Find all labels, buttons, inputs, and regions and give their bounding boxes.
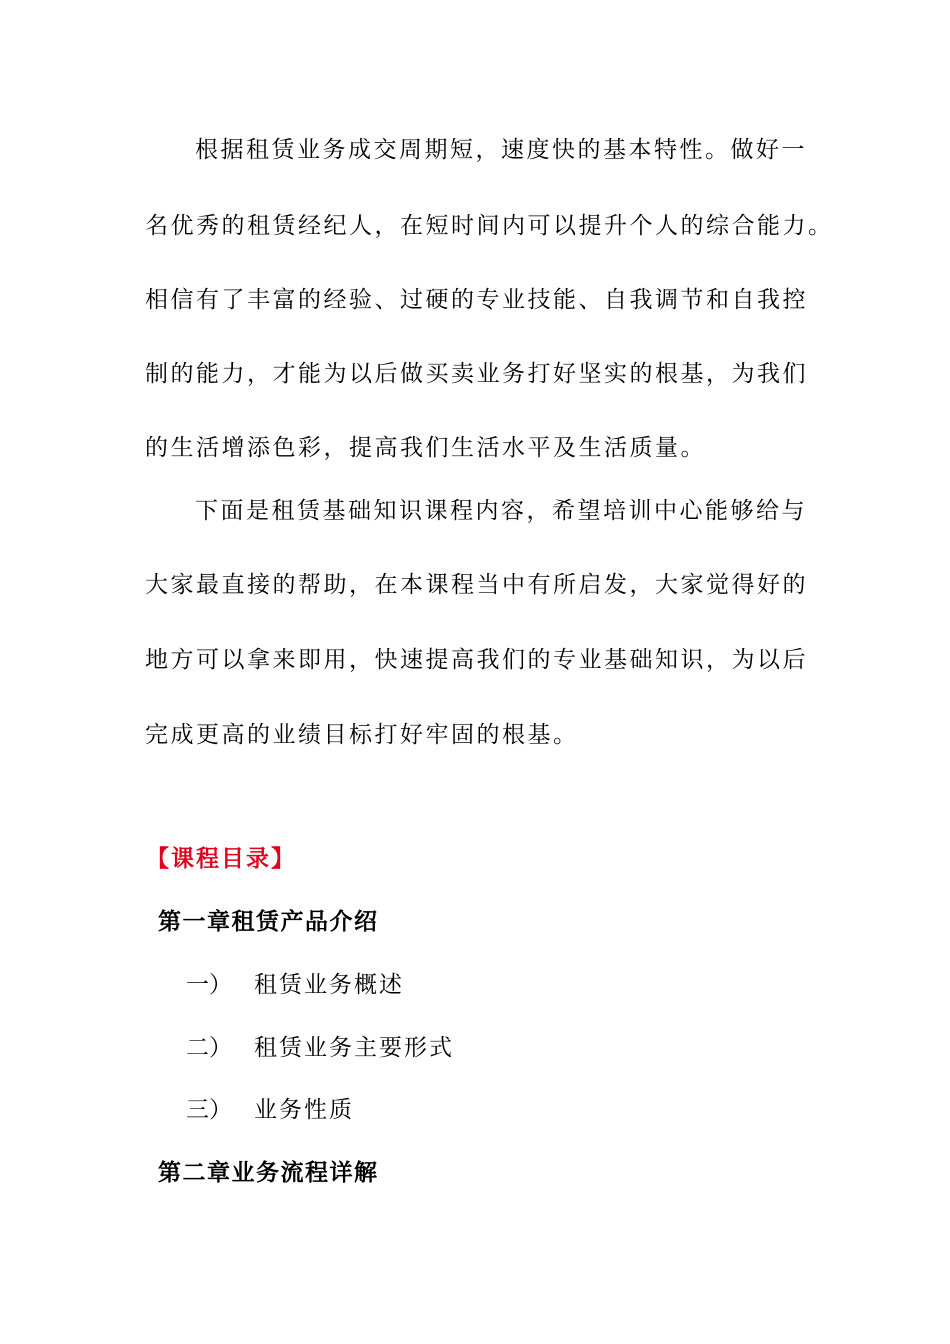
paragraph-2-line-4: 完成更高的业绩目标打好牢固的根基。 — [145, 722, 579, 748]
item-text: 租赁业务概述 — [254, 972, 404, 998]
paragraph-2-line-2: 大家最直接的帮助，在本课程当中有所启发，大家觉得好的 — [145, 572, 808, 598]
chapter-2-title: 第二章业务流程详解 — [158, 1159, 379, 1186]
paragraph-2-line-3: 地方可以拿来即用，快速提高我们的专业基础知识，为以后 — [145, 647, 808, 673]
paragraph-1-line-4: 制的能力，才能为以后做买卖业务打好坚实的根基，为我们 — [145, 361, 808, 387]
chapter-1-item-2 — [186, 1034, 454, 1062]
item-text: 租赁业务主要形式 — [254, 1035, 454, 1061]
paragraph-1-line-2: 名优秀的租赁经纪人，在短时间内可以提升个人的综合能力。 — [145, 213, 834, 239]
item-number: 一） — [186, 972, 232, 998]
toc-title: 【课程目录】 — [146, 845, 296, 872]
paragraph-1-line-5: 的生活增添色彩，提高我们生活水平及生活质量。 — [145, 435, 706, 461]
item-number: 二） — [186, 1035, 232, 1061]
item-text: 业务性质 — [254, 1097, 354, 1123]
item-number: 三） — [186, 1097, 232, 1123]
chapter-1-title: 第一章租赁产品介绍 — [158, 908, 379, 935]
chapter-1-item-1 — [186, 971, 404, 999]
chapter-1-item-3 — [186, 1096, 354, 1124]
paragraph-2-line-1: 下面是租赁基础知识课程内容，希望培训中心能够给与 — [195, 498, 807, 524]
paragraph-1-line-3: 相信有了丰富的经验、过硬的专业技能、自我调节和自我控 — [145, 287, 808, 313]
paragraph-1-line-1: 根据租赁业务成交周期短，速度快的基本特性。做好一 — [195, 137, 807, 163]
